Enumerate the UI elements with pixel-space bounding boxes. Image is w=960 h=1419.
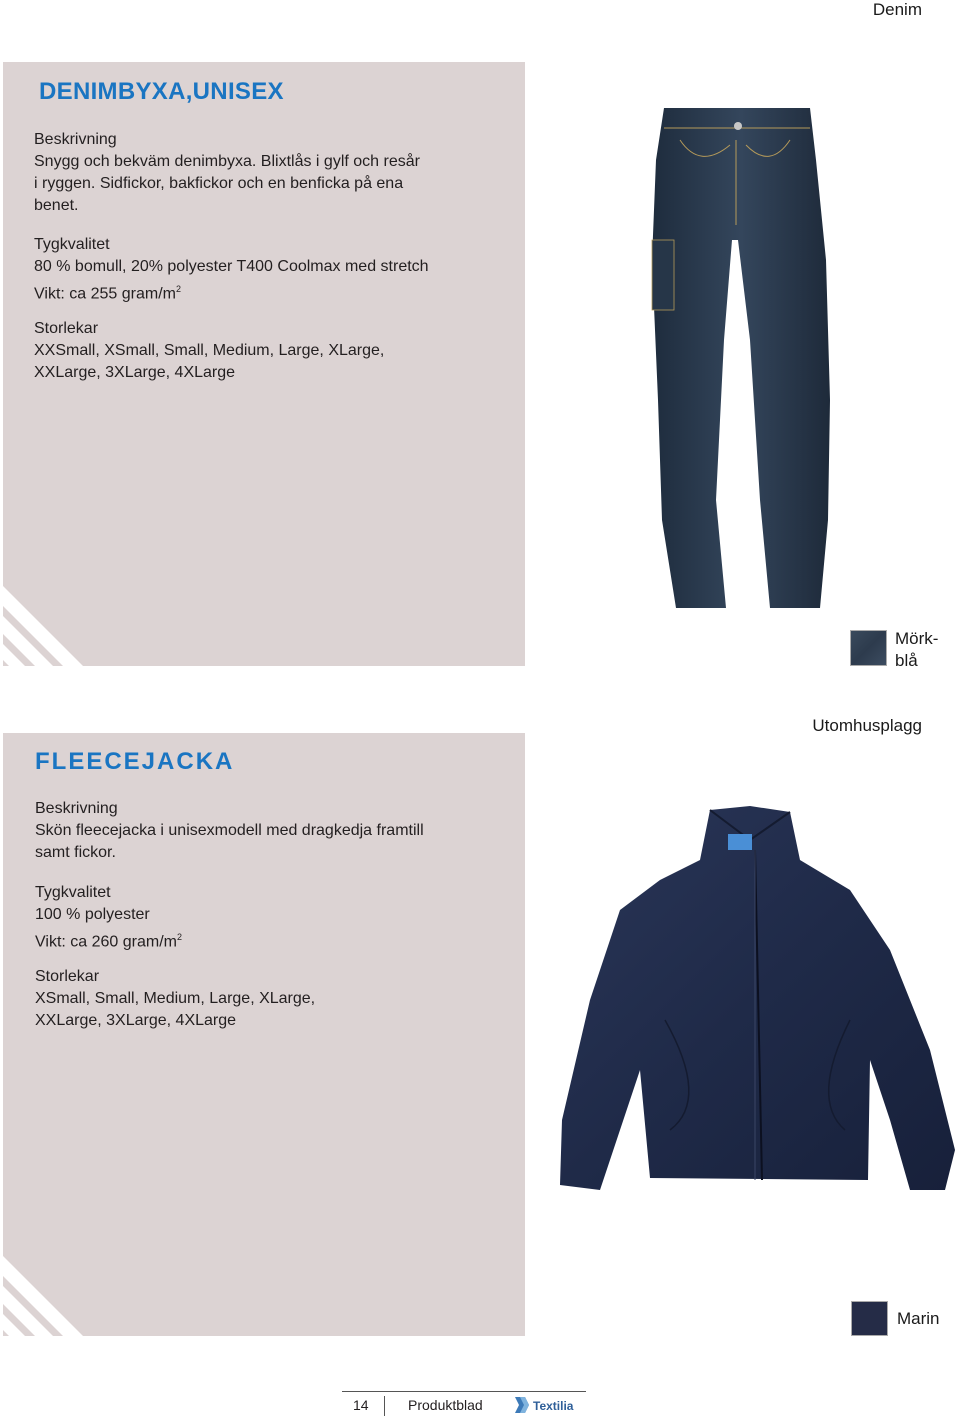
quality-block bbox=[35, 882, 515, 953]
section-label-denim: Denim bbox=[872, 0, 922, 19]
description-line: samt fickor. bbox=[35, 844, 116, 861]
description-line: benet. bbox=[34, 197, 79, 214]
stripe-decoration bbox=[3, 1246, 93, 1336]
color-swatch-dark-blue bbox=[850, 630, 887, 666]
quality-heading: Tygkvalitet bbox=[35, 884, 111, 901]
description-heading: Beskrivning bbox=[35, 800, 118, 817]
description-line: Skön fleecejacka i unisexmodell med dragkedja framtill bbox=[35, 822, 424, 839]
quality-text: 100 % polyester bbox=[35, 906, 150, 923]
sizes-line: XXLarge, 3XLarge, 4XLarge bbox=[34, 364, 236, 381]
sizes-heading: Storlekar bbox=[35, 968, 100, 985]
weight-text: Vikt: ca 255 gram/$m^2$ bbox=[34, 284, 181, 303]
footer-divider bbox=[384, 1396, 385, 1416]
color-swatch-navy bbox=[851, 1301, 888, 1336]
description-line: Snygg och bekväm denimbyxa. Blixtlås i gylf och resår bbox=[34, 153, 420, 170]
product-title: DENIMBYXA,UNISEX bbox=[39, 78, 284, 105]
quality-text: 80 % bomull, 20% polyester T400 Coolmax med stretch bbox=[34, 258, 429, 275]
product-title: FLEECEJACKA bbox=[35, 748, 235, 775]
sizes-line: XXSmall, XSmall, Small, Medium, Large, XLarge, bbox=[34, 342, 385, 359]
jeans-image bbox=[640, 100, 840, 615]
description-heading: Beskrivning bbox=[34, 131, 117, 148]
description-block bbox=[35, 798, 515, 864]
color-label: Marin bbox=[897, 1309, 940, 1328]
description-block bbox=[34, 129, 504, 217]
color-label: Mörk- blå bbox=[895, 629, 939, 670]
section-label-outerwear: Utomhusplagg bbox=[812, 716, 922, 735]
fleece-jacket-image bbox=[550, 800, 960, 1195]
sizes-heading: Storlekar bbox=[34, 320, 99, 337]
sizes-block bbox=[34, 318, 514, 384]
description-line: i ryggen. Sidfickor, bakfickor och en benficka på ena bbox=[34, 175, 404, 192]
page-footer bbox=[342, 1391, 586, 1419]
sizes-line: XSmall, Small, Medium, Large, XLarge, bbox=[35, 990, 316, 1007]
quality-heading: Tygkvalitet bbox=[34, 236, 110, 253]
weight-text: Vikt: ca 260 gram/$m^2$ bbox=[35, 932, 182, 951]
footer-label: Produktblad bbox=[408, 1397, 483, 1413]
stripe-decoration bbox=[3, 576, 93, 666]
quality-block bbox=[34, 234, 514, 305]
textilia-logo bbox=[512, 1393, 582, 1417]
svg-text:Textilia: Textilia bbox=[533, 1399, 574, 1413]
sizes-line: XXLarge, 3XLarge, 4XLarge bbox=[35, 1012, 237, 1029]
page-number: 14 bbox=[353, 1397, 369, 1413]
sizes-block bbox=[35, 966, 515, 1032]
